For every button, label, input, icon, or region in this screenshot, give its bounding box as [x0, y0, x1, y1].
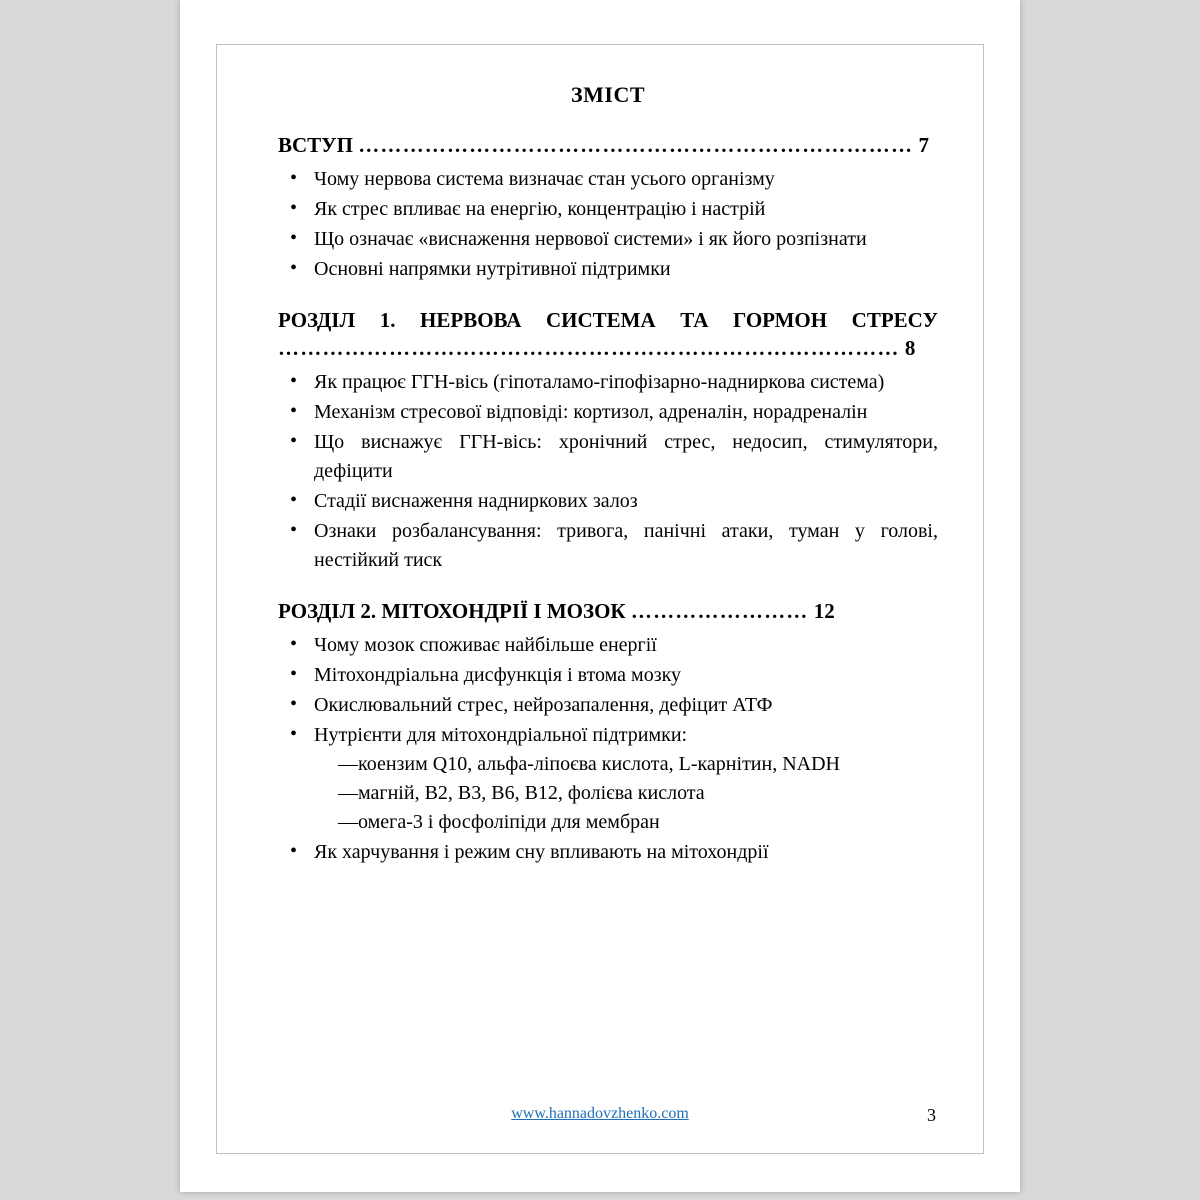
list-item-label: Що означає «виснаження нервової системи» і як його розпізнати: [314, 228, 867, 251]
list-item-label: Як працює ГГН-вісь (гіпоталамо-гіпофізарно-надниркова система): [314, 370, 885, 393]
list-item: [278, 225, 938, 254]
toc-bullet-list: [278, 368, 938, 575]
list-item-subline: —коензим Q10, альфа-ліпоєва кислота, L-карнітин, NADH: [338, 753, 840, 776]
list-item-label: Чому мозок споживає найбільше енергії: [314, 634, 657, 657]
list-item: [278, 398, 938, 427]
list-item: [278, 195, 938, 224]
toc-section-heading[interactable]: [278, 307, 938, 362]
list-item-label: Стадії виснаження надниркових залоз: [314, 489, 638, 512]
list-item: [278, 721, 938, 837]
toc-section-title: РОЗДІЛ 2. МІТОХОНДРІЇ І МОЗОК: [278, 598, 626, 623]
list-item-label: Мітохондріальна дисфункція і втома мозку: [314, 664, 682, 687]
list-item-label: Ознаки розбалансування: тривога, панічні атаки, туман у голові, нестійкий тиск: [314, 519, 938, 571]
list-item-label: Як харчування і режим сну впливають на мітохондрії: [314, 841, 769, 864]
toc-leader-dots: …………………………………………………………………………: [278, 335, 900, 360]
toc-bullet-list: [278, 165, 938, 284]
list-item-subline: —омега-3 і фосфоліпіди для мембран: [338, 811, 660, 834]
list-item: [278, 165, 938, 194]
list-item: [278, 691, 938, 720]
list-item-label: Окислювальний стрес, нейрозапалення, дефіцит АТФ: [314, 694, 773, 717]
toc-page-number: 7: [918, 133, 929, 157]
list-item-label: Що виснажує ГГН-вісь: хронічний стрес, недосип, стимулятори, дефіцити: [314, 430, 938, 482]
spacer: [278, 576, 938, 598]
toc-page-number: 8: [904, 335, 916, 360]
list-item: [278, 838, 938, 867]
page-footer: [216, 1105, 984, 1145]
list-item-label: Основні напрямки нутрітивної підтримки: [314, 258, 671, 281]
list-item: [278, 631, 938, 660]
list-item: [278, 517, 938, 575]
table-of-contents: [278, 82, 938, 868]
list-item: [278, 255, 938, 284]
list-item-label: Чому нервова система визначає стан усього організму: [314, 168, 775, 191]
toc-section-title: РОЗДІЛ 1. НЕРВОВА СИСТЕМА ТА ГОРМОН СТРЕСУ: [278, 308, 938, 333]
list-item-label: Нутрієнти для мітохондріальної підтримки:: [314, 724, 688, 747]
footer-page-number: 3: [927, 1105, 936, 1125]
list-item: [278, 428, 938, 486]
website-link[interactable]: www.hannadovzhenko.com: [511, 1105, 689, 1122]
list-item-label: Як стрес впливає на енергію, концентрацію і настрій: [314, 198, 766, 221]
toc-leader-dots: …………………………………………………………………: [358, 133, 914, 157]
spacer: [278, 285, 938, 307]
list-item-subline: —магній, B2, B3, B6, B12, фолієва кислота: [338, 782, 705, 805]
toc-section-heading[interactable]: [278, 132, 938, 159]
list-item: [278, 487, 938, 516]
toc-bullet-list: [278, 631, 938, 867]
list-item: [278, 661, 938, 690]
toc-leader-dots: ……………………: [630, 598, 809, 623]
list-item: [278, 368, 938, 397]
list-item-label: Механізм стресової відповіді: кортизол, адреналін, норадреналін: [314, 400, 868, 423]
toc-page-number: 12: [813, 598, 835, 623]
page-title: ЗМІСТ: [571, 82, 645, 107]
toc-section-heading[interactable]: [278, 598, 938, 625]
toc-section-title: ВСТУП: [278, 133, 353, 157]
